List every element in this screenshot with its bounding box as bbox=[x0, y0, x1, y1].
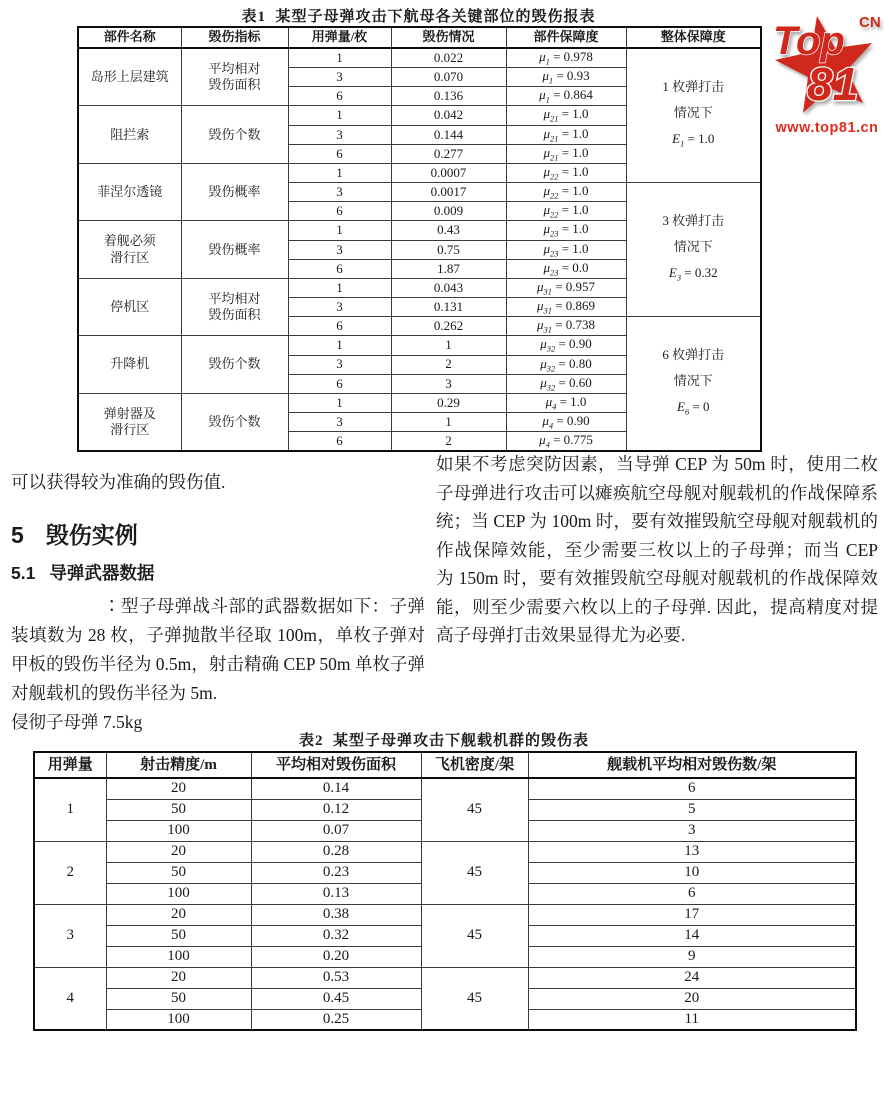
part-guarantee-cell: $\mu_{22} = 1.0$ bbox=[506, 183, 626, 202]
part-guarantee-cell: $\mu_1 = 0.978$ bbox=[506, 48, 626, 68]
overall-guarantee-cell: 3 枚弹打击 情况下 $E_3 = 0.32$ bbox=[626, 183, 761, 317]
rounds-used-cell: 3 bbox=[34, 904, 106, 967]
rounds-used-cell: 6 bbox=[288, 144, 391, 163]
table2-caption: 表2 某型子母弹攻击下舰载机群的毁伤表 bbox=[298, 733, 589, 749]
table1-body bbox=[78, 48, 761, 451]
damage-value-cell: 0.070 bbox=[391, 68, 506, 87]
damage-value-cell: 1 bbox=[391, 336, 506, 355]
rounds-used-cell: 1 bbox=[288, 393, 391, 412]
damage-value-cell: 0.75 bbox=[391, 240, 506, 259]
section-heading bbox=[11, 520, 425, 550]
table2-header-row bbox=[34, 752, 856, 778]
damage-value-cell: 2 bbox=[391, 355, 506, 374]
overall-guarantee-cell: 6 枚弹打击 情况下 $E_6 = 0$ bbox=[626, 317, 761, 452]
firing-precision-cell: 100 bbox=[106, 820, 251, 841]
relative-damage-area-cell: 0.38 bbox=[251, 904, 421, 925]
rounds-used-cell: 3 bbox=[288, 125, 391, 144]
rounds-used-cell: 4 bbox=[34, 967, 106, 1030]
rounds-used-cell: 2 bbox=[34, 841, 106, 904]
relative-damage-area-cell: 0.32 bbox=[251, 925, 421, 946]
rounds-used-cell: 6 bbox=[288, 317, 391, 336]
part-guarantee-cell: $\mu_{32} = 0.90$ bbox=[506, 336, 626, 355]
firing-precision-cell: 50 bbox=[106, 925, 251, 946]
damage-value-cell: 0.042 bbox=[391, 106, 506, 125]
part-guarantee-cell: $\mu_{32} = 0.60$ bbox=[506, 374, 626, 393]
firing-precision-cell: 100 bbox=[106, 1009, 251, 1030]
damage-indicator-cell: 毁伤概率 bbox=[181, 163, 288, 220]
damage-value-cell: 0.043 bbox=[391, 278, 506, 297]
table2-aircraft-damage bbox=[33, 751, 857, 1031]
overall-guarantee-cell: 1 枚弹打击 情况下 $E_1 = 1.0$ bbox=[626, 48, 761, 183]
part-guarantee-cell: $\mu_4 = 0.90$ bbox=[506, 412, 626, 431]
relative-damage-area-cell: 0.53 bbox=[251, 967, 421, 988]
damaged-aircraft-cell: 17 bbox=[528, 904, 856, 925]
table2-row bbox=[34, 841, 856, 862]
t1-header-damage: 毁伤情况 bbox=[391, 27, 506, 48]
part-name-cell: 升降机 bbox=[78, 336, 181, 393]
rounds-used-cell: 3 bbox=[288, 183, 391, 202]
damage-value-cell: 0.144 bbox=[391, 125, 506, 144]
rounds-used-cell: 6 bbox=[288, 87, 391, 106]
firing-precision-cell: 50 bbox=[106, 988, 251, 1009]
damaged-aircraft-cell: 24 bbox=[528, 967, 856, 988]
damage-value-cell: 0.022 bbox=[391, 48, 506, 68]
rounds-used-cell: 1 bbox=[34, 778, 106, 841]
damage-value-cell: 0.0017 bbox=[391, 183, 506, 202]
rounds-used-cell: 1 bbox=[288, 163, 391, 182]
damaged-aircraft-cell: 20 bbox=[528, 988, 856, 1009]
damage-indicator-cell: 毁伤个数 bbox=[181, 106, 288, 163]
damage-value-cell: 1 bbox=[391, 412, 506, 431]
subsection-heading bbox=[11, 561, 425, 585]
damage-value-cell: 0.131 bbox=[391, 298, 506, 317]
table1-row bbox=[78, 48, 761, 68]
paragraph-weapon-data: ∶型子母弹战斗部的武器数据如下：子弹装填数为 28 枚，子弹抛散半径取 100m，单枚子弹对甲板的毁伤半径为 0.5m，射击精确 CEP 50m 单枚子弹对舰载机的毁伤半径为 5m. bbox=[11, 596, 425, 703]
damage-value-cell: 3 bbox=[391, 374, 506, 393]
damage-value-cell: 0.29 bbox=[391, 393, 506, 412]
firing-precision-cell: 20 bbox=[106, 904, 251, 925]
rounds-used-cell: 3 bbox=[288, 240, 391, 259]
part-guarantee-cell: $\mu_{23} = 1.0$ bbox=[506, 240, 626, 259]
damaged-aircraft-cell: 6 bbox=[528, 883, 856, 904]
damage-indicator-cell: 平均相对 毁伤面积 bbox=[181, 48, 288, 106]
rounds-used-cell: 1 bbox=[288, 48, 391, 68]
table1-damage-report bbox=[77, 26, 762, 452]
top81-url: www.top81.cn bbox=[775, 120, 879, 136]
damage-value-cell: 1.87 bbox=[391, 259, 506, 278]
damaged-aircraft-cell: 6 bbox=[528, 778, 856, 799]
table2-row bbox=[34, 967, 856, 988]
logo-word-top: Top bbox=[773, 19, 845, 63]
relative-damage-area-cell: 0.07 bbox=[251, 820, 421, 841]
part-guarantee-cell: $\mu_{31} = 0.738$ bbox=[506, 317, 626, 336]
part-name-cell: 岛形上层建筑 bbox=[78, 48, 181, 106]
rounds-used-cell: 1 bbox=[288, 221, 391, 240]
part-guarantee-cell: $\mu_{23} = 1.0$ bbox=[506, 221, 626, 240]
section-number: 5 bbox=[11, 522, 24, 548]
logo-cn-label: CN bbox=[859, 14, 881, 31]
t2-header-area: 平均相对毁伤面积 bbox=[251, 752, 421, 778]
rounds-used-cell: 6 bbox=[288, 374, 391, 393]
relative-damage-area-cell: 0.12 bbox=[251, 799, 421, 820]
rounds-used-cell: 6 bbox=[288, 202, 391, 221]
damaged-aircraft-cell: 11 bbox=[528, 1009, 856, 1030]
table1-caption: 表1 某型子母弹攻击下航母各关键部位的毁伤报表 bbox=[241, 9, 596, 25]
part-name-cell: 着舰必须 滑行区 bbox=[78, 221, 181, 278]
relative-damage-area-cell: 0.20 bbox=[251, 946, 421, 967]
section-title: 毁伤实例 bbox=[45, 522, 138, 548]
t2-header-precision: 射击精度/m bbox=[106, 752, 251, 778]
aircraft-density-cell: 45 bbox=[421, 967, 528, 1030]
rounds-used-cell: 6 bbox=[288, 432, 391, 452]
part-guarantee-cell: $\mu_{32} = 0.80$ bbox=[506, 355, 626, 374]
damaged-aircraft-cell: 3 bbox=[528, 820, 856, 841]
part-name-cell: 弹射器及 滑行区 bbox=[78, 393, 181, 451]
relative-damage-area-cell: 0.13 bbox=[251, 883, 421, 904]
damage-value-cell: 0.277 bbox=[391, 144, 506, 163]
table2-body bbox=[34, 778, 856, 1030]
damage-value-cell: 0.262 bbox=[391, 317, 506, 336]
rounds-used-cell: 1 bbox=[288, 106, 391, 125]
rounds-used-cell: 1 bbox=[288, 336, 391, 355]
part-guarantee-cell: $\mu_{31} = 0.869$ bbox=[506, 298, 626, 317]
paragraph-conclusion: 可以获得较为准确的毁伤值. bbox=[11, 472, 226, 492]
rounds-used-cell: 6 bbox=[288, 259, 391, 278]
aircraft-density-cell: 45 bbox=[421, 841, 528, 904]
t1-header-part-guarantee: 部件保障度 bbox=[506, 27, 626, 48]
rounds-used-cell: 1 bbox=[288, 278, 391, 297]
damage-value-cell: 0.009 bbox=[391, 202, 506, 221]
t1-header-rounds: 用弹量/枚 bbox=[288, 27, 391, 48]
rounds-used-cell: 3 bbox=[288, 355, 391, 374]
firing-precision-cell: 20 bbox=[106, 967, 251, 988]
rounds-used-cell: 3 bbox=[288, 298, 391, 317]
damage-indicator-cell: 毁伤个数 bbox=[181, 336, 288, 393]
damage-value-cell: 0.43 bbox=[391, 221, 506, 240]
damaged-aircraft-cell: 9 bbox=[528, 946, 856, 967]
damage-value-cell: 2 bbox=[391, 432, 506, 452]
damage-indicator-cell: 毁伤个数 bbox=[181, 393, 288, 451]
t1-header-indicator: 毁伤指标 bbox=[181, 27, 288, 48]
part-guarantee-cell: $\mu_4 = 0.775$ bbox=[506, 432, 626, 452]
rounds-used-cell: 3 bbox=[288, 412, 391, 431]
t2-header-rounds: 用弹量 bbox=[34, 752, 106, 778]
part-name-cell: 菲涅尔透镜 bbox=[78, 163, 181, 220]
subsection-title: 导弹武器数据 bbox=[49, 563, 155, 583]
part-guarantee-cell: $\mu_{21} = 1.0$ bbox=[506, 144, 626, 163]
relative-damage-area-cell: 0.14 bbox=[251, 778, 421, 799]
part-guarantee-cell: $\mu_1 = 0.864$ bbox=[506, 87, 626, 106]
t2-header-damaged: 舰载机平均相对毁伤数/架 bbox=[528, 752, 856, 778]
relative-damage-area-cell: 0.28 bbox=[251, 841, 421, 862]
t2-header-density: 飞机密度/架 bbox=[421, 752, 528, 778]
damaged-aircraft-cell: 13 bbox=[528, 841, 856, 862]
table2-row bbox=[34, 778, 856, 799]
part-name-cell: 停机区 bbox=[78, 278, 181, 335]
right-column-paragraph: 如果不考虑突防因素，当导弹 CEP 为 50m 时，使用二枚子母弹进行攻击可以瘫痪航空母舰对舰载机的作战保障系统；当 CEP 为 100m 时，要有效摧毁航空母舰对舰载机的作战保障效能，至少需要三枚以上的子母弹；而当 CEP 为 150m 时，要有效摧毁航空母舰对舰载机的作战保障效能，则至少需要六枚以上的子母弹. 因此，提高精度对提高子母弹打击效果显得尤为必要. bbox=[436, 454, 878, 645]
aircraft-density-cell: 45 bbox=[421, 904, 528, 967]
logo-number-81: 81 bbox=[807, 58, 859, 110]
paragraph-penetrator: 侵彻子母弹 7.5kg bbox=[11, 712, 143, 732]
rounds-used-cell: 3 bbox=[288, 68, 391, 87]
table1-header-row bbox=[78, 27, 761, 48]
part-guarantee-cell: $\mu_1 = 0.93$ bbox=[506, 68, 626, 87]
relative-damage-area-cell: 0.23 bbox=[251, 862, 421, 883]
part-guarantee-cell: $\mu_4 = 1.0$ bbox=[506, 393, 626, 412]
firing-precision-cell: 20 bbox=[106, 841, 251, 862]
t1-header-part: 部件名称 bbox=[78, 27, 181, 48]
damage-indicator-cell: 平均相对 毁伤面积 bbox=[181, 278, 288, 335]
damaged-aircraft-cell: 14 bbox=[528, 925, 856, 946]
damaged-aircraft-cell: 10 bbox=[528, 862, 856, 883]
relative-damage-area-cell: 0.45 bbox=[251, 988, 421, 1009]
relative-damage-area-cell: 0.25 bbox=[251, 1009, 421, 1030]
part-guarantee-cell: $\mu_{22} = 1.0$ bbox=[506, 202, 626, 221]
top81-logo-graphic bbox=[768, 12, 886, 117]
firing-precision-cell: 20 bbox=[106, 778, 251, 799]
damaged-aircraft-cell: 5 bbox=[528, 799, 856, 820]
part-guarantee-cell: $\mu_{21} = 1.0$ bbox=[506, 106, 626, 125]
part-name-cell: 阻拦索 bbox=[78, 106, 181, 163]
part-guarantee-cell: $\mu_{31} = 0.957$ bbox=[506, 278, 626, 297]
table2-row bbox=[34, 904, 856, 925]
t1-header-overall-guarantee: 整体保障度 bbox=[626, 27, 761, 48]
part-guarantee-cell: $\mu_{23} = 0.0$ bbox=[506, 259, 626, 278]
damage-indicator-cell: 毁伤概率 bbox=[181, 221, 288, 278]
firing-precision-cell: 100 bbox=[106, 883, 251, 904]
part-guarantee-cell: $\mu_{22} = 1.0$ bbox=[506, 163, 626, 182]
top81-watermark bbox=[768, 12, 886, 136]
damage-value-cell: 0.0007 bbox=[391, 163, 506, 182]
firing-precision-cell: 50 bbox=[106, 862, 251, 883]
left-column bbox=[11, 468, 425, 737]
firing-precision-cell: 100 bbox=[106, 946, 251, 967]
part-guarantee-cell: $\mu_{21} = 1.0$ bbox=[506, 125, 626, 144]
damage-value-cell: 0.136 bbox=[391, 87, 506, 106]
subsection-number: 5.1 bbox=[11, 563, 36, 583]
firing-precision-cell: 50 bbox=[106, 799, 251, 820]
aircraft-density-cell: 45 bbox=[421, 778, 528, 841]
